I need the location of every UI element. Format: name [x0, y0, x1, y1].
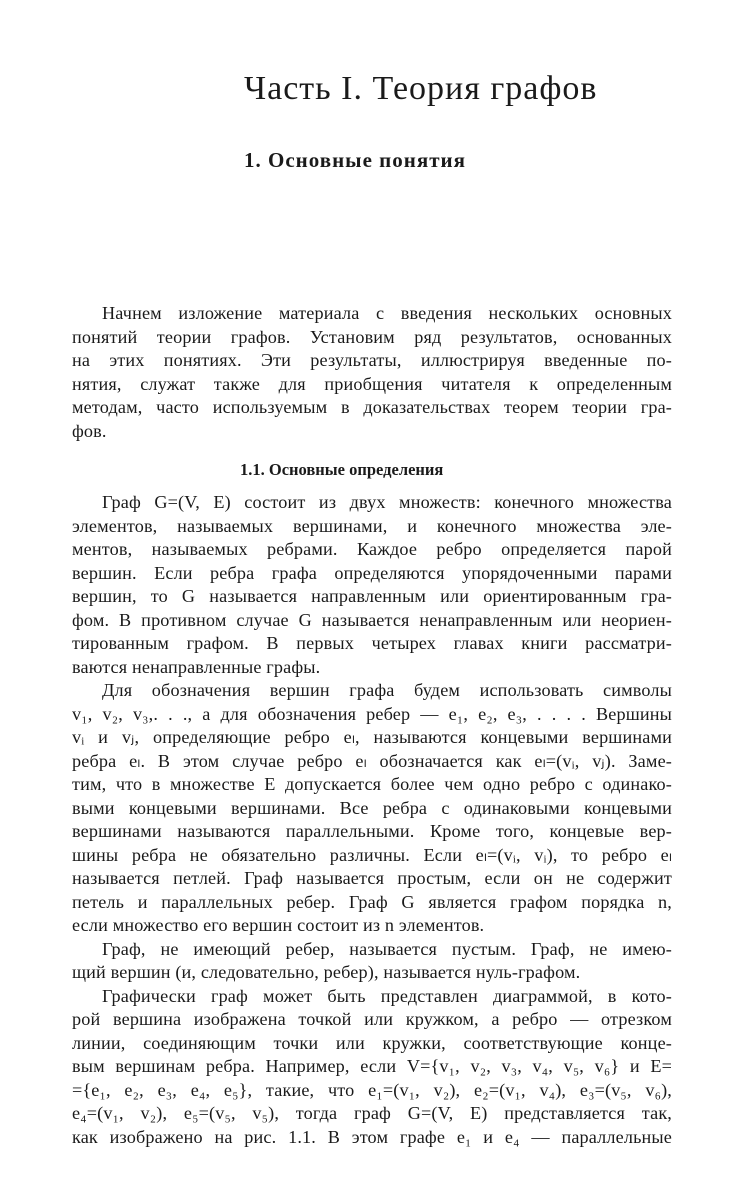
definitions-text — [72, 491, 672, 1149]
body-line: рой вершина изображена точкой или кружком, а ребро — отрезком — [72, 1009, 672, 1029]
body-line: Для обозначения вершин графа будем использовать символы — [102, 680, 672, 700]
body-line: вершин, то G называется направленным или ориентированным гра- — [72, 586, 672, 606]
body-line: вершинами называются параллельными. Кроме того, концевые вер- — [72, 821, 672, 841]
body-line: Граф G=(V, E) состоит из двух множеств: конечного множества — [102, 492, 672, 512]
body-line: ваются ненаправленные графы. — [72, 656, 321, 677]
body-line: щий вершин (и, следовательно, ребер), называется нуль-графом. — [72, 962, 581, 982]
chapter-title: 1. Основные понятия — [244, 148, 466, 172]
body-line: петель и параллельных ребер. Граф G является графом порядка n, — [72, 891, 672, 912]
body-line: ребра eₗ. В этом случае ребро eₗ обозначается как eₗ=(vᵢ, vⱼ). Заме- — [72, 750, 672, 771]
intro-line: методам, часто используемым в доказательствах теорем теории гра- — [72, 397, 672, 417]
body-line: вым вершинам ребра. Например, если V={v₁, v₂, v₃, v₄, v₅, v₆} и E= — [72, 1056, 672, 1076]
intro-paragraph — [72, 302, 672, 443]
intro-line: понятий теории графов. Установим ряд результатов, основанных — [72, 326, 672, 347]
body-line: ={e₁, e₂, e₃, e₄, e₅}, такие, что e₁=(v₁, v₂), e₂=(v₁, v₄), e₃=(v₅, v₆), — [72, 1079, 672, 1100]
body-line: фом. В противном случае G называется ненаправленным или неориен- — [72, 609, 672, 630]
body-line: ментов, называемых ребрами. Каждое ребро определяется парой — [72, 539, 672, 559]
body-line: если множество его вершин состоит из n элементов. — [72, 915, 485, 935]
intro-line: нятия, служат также для приобщения читателя к определенным — [72, 373, 672, 394]
body-line: выми концевыми вершинами. Все ребра с одинаковыми концевыми — [72, 797, 672, 818]
body-line: тированным графом. В первых четырех главах книги рассматри- — [72, 633, 672, 653]
intro-line: Начнем изложение материала с введения нескольких основных — [102, 303, 672, 323]
section-title: 1.1. Основные определения — [240, 460, 444, 479]
intro-line: фов. — [72, 420, 107, 441]
intro-line: на этих понятиях. Эти результаты, иллюстрируя введенные по- — [72, 350, 672, 370]
body-line: e₄=(v₁, v₂), e₅=(v₅, v₅), тогда граф G=(V, E) представляется так, — [72, 1103, 672, 1123]
body-line: Граф, не имеющий ребер, называется пустым. Граф, не имею- — [102, 938, 672, 959]
body-line: v₁, v₂, v₃,. . ., а для обозначения ребер — e₁, e₂, e₃, . . . . Вершины — [72, 703, 672, 724]
body-line: тим, что в множестве E допускается более чем одно ребро с одинако- — [72, 774, 672, 794]
body-line: линии, соединяющим точки или кружки, соответствующие конце- — [72, 1032, 672, 1053]
body-line: называется петлей. Граф называется простым, если он не содержит — [72, 868, 672, 888]
body-line: Графически граф может быть представлен диаграммой, в кото- — [102, 985, 672, 1006]
body-line: элементов, называемых вершинами, и конечного множества эле- — [72, 515, 672, 536]
body-line: шины ребра не обязательно различны. Если eₗ=(vᵢ, vᵢ), то ребро eₗ — [72, 844, 672, 865]
body-line: как изображено на рис. 1.1. В этом графе e₁ и e₄ — параллельные — [72, 1126, 672, 1147]
body-line: vᵢ и vⱼ, определяющие ребро eₗ, называются концевыми вершинами — [72, 727, 672, 747]
page — [72, 0, 672, 1177]
part-title: Часть I. Теория графов — [244, 70, 598, 107]
body-line: вершин. Если ребра графа определяются упорядоченными парами — [72, 562, 672, 583]
